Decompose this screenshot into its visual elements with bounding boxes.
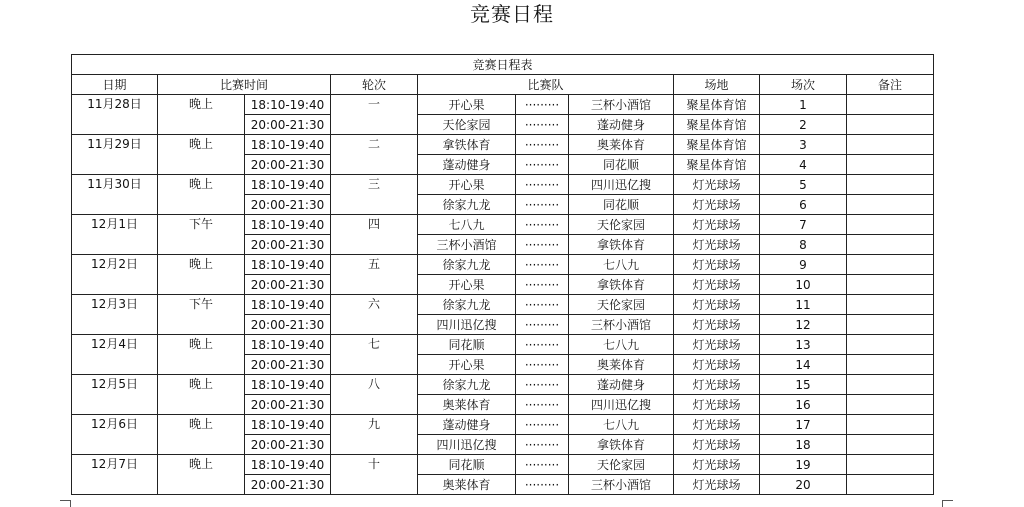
note-cell bbox=[847, 395, 934, 415]
team2-cell: 七八九 bbox=[569, 335, 674, 355]
vs-separator: ········· bbox=[516, 275, 569, 295]
period-cell: 晚上 bbox=[158, 415, 245, 455]
period-cell: 晚上 bbox=[158, 95, 245, 135]
vs-separator: ········· bbox=[516, 355, 569, 375]
team1-cell: 三杯小酒馆 bbox=[418, 235, 516, 255]
vs-separator: ········· bbox=[516, 295, 569, 315]
venue-cell: 灯光球场 bbox=[674, 375, 760, 395]
header-time: 比赛时间 bbox=[158, 75, 331, 95]
round-cell: 七 bbox=[331, 335, 418, 375]
date-cell: 12月4日 bbox=[72, 335, 158, 375]
team2-cell: 四川迅亿搜 bbox=[569, 395, 674, 415]
team1-cell: 四川迅亿搜 bbox=[418, 435, 516, 455]
venue-cell: 灯光球场 bbox=[674, 195, 760, 215]
vs-separator: ········· bbox=[516, 135, 569, 155]
table-row bbox=[72, 335, 934, 355]
round-cell: 五 bbox=[331, 255, 418, 295]
time-cell: 18:10-19:40 bbox=[245, 455, 331, 475]
team1-cell: 徐家九龙 bbox=[418, 255, 516, 275]
header-date: 日期 bbox=[72, 75, 158, 95]
venue-cell: 聚星体育馆 bbox=[674, 155, 760, 175]
team2-cell: 拿铁体育 bbox=[569, 275, 674, 295]
team1-cell: 奥莱体育 bbox=[418, 395, 516, 415]
round-cell: 十 bbox=[331, 455, 418, 495]
time-cell: 20:00-21:30 bbox=[245, 235, 331, 255]
date-cell: 12月2日 bbox=[72, 255, 158, 295]
note-cell bbox=[847, 175, 934, 195]
round-cell: 八 bbox=[331, 375, 418, 415]
game-number-cell: 12 bbox=[760, 315, 847, 335]
table-row bbox=[72, 215, 934, 235]
vs-separator: ········· bbox=[516, 395, 569, 415]
date-cell: 12月3日 bbox=[72, 295, 158, 335]
note-cell bbox=[847, 275, 934, 295]
date-cell: 11月29日 bbox=[72, 135, 158, 175]
time-cell: 18:10-19:40 bbox=[245, 95, 331, 115]
game-number-cell: 16 bbox=[760, 395, 847, 415]
time-cell: 20:00-21:30 bbox=[245, 395, 331, 415]
note-cell bbox=[847, 215, 934, 235]
vs-separator: ········· bbox=[516, 475, 569, 495]
round-cell: 四 bbox=[331, 215, 418, 255]
header-teams: 比赛队 bbox=[418, 75, 674, 95]
game-number-cell: 9 bbox=[760, 255, 847, 275]
game-number-cell: 20 bbox=[760, 475, 847, 495]
venue-cell: 灯光球场 bbox=[674, 275, 760, 295]
page-corner-mark bbox=[60, 500, 71, 507]
date-cell: 11月30日 bbox=[72, 175, 158, 215]
note-cell bbox=[847, 415, 934, 435]
team2-cell: 三杯小酒馆 bbox=[569, 315, 674, 335]
game-number-cell: 13 bbox=[760, 335, 847, 355]
table-row bbox=[72, 455, 934, 475]
vs-separator: ········· bbox=[516, 335, 569, 355]
header-row bbox=[72, 75, 934, 95]
period-cell: 下午 bbox=[158, 295, 245, 335]
vs-separator: ········· bbox=[516, 175, 569, 195]
time-cell: 18:10-19:40 bbox=[245, 175, 331, 195]
team1-cell: 开心果 bbox=[418, 175, 516, 195]
period-cell: 晚上 bbox=[158, 335, 245, 375]
time-cell: 20:00-21:30 bbox=[245, 155, 331, 175]
venue-cell: 灯光球场 bbox=[674, 335, 760, 355]
table-row bbox=[72, 175, 934, 195]
game-number-cell: 19 bbox=[760, 455, 847, 475]
note-cell bbox=[847, 255, 934, 275]
header-game-number: 场次 bbox=[760, 75, 847, 95]
team1-cell: 徐家九龙 bbox=[418, 195, 516, 215]
team1-cell: 徐家九龙 bbox=[418, 295, 516, 315]
team2-cell: 拿铁体育 bbox=[569, 235, 674, 255]
note-cell bbox=[847, 295, 934, 315]
date-cell: 12月6日 bbox=[72, 415, 158, 455]
vs-separator: ········· bbox=[516, 415, 569, 435]
team2-cell: 七八九 bbox=[569, 415, 674, 435]
vs-separator: ········· bbox=[516, 95, 569, 115]
game-number-cell: 15 bbox=[760, 375, 847, 395]
team2-cell: 蓬动健身 bbox=[569, 115, 674, 135]
vs-separator: ········· bbox=[516, 375, 569, 395]
game-number-cell: 1 bbox=[760, 95, 847, 115]
table-row bbox=[72, 135, 934, 155]
date-cell: 12月1日 bbox=[72, 215, 158, 255]
time-cell: 18:10-19:40 bbox=[245, 255, 331, 275]
time-cell: 20:00-21:30 bbox=[245, 195, 331, 215]
table-row bbox=[72, 295, 934, 315]
page-corner-mark bbox=[942, 500, 953, 507]
game-number-cell: 5 bbox=[760, 175, 847, 195]
header-venue: 场地 bbox=[674, 75, 760, 95]
venue-cell: 灯光球场 bbox=[674, 475, 760, 495]
team2-cell: 同花顺 bbox=[569, 195, 674, 215]
team2-cell: 天伦家园 bbox=[569, 295, 674, 315]
game-number-cell: 3 bbox=[760, 135, 847, 155]
team2-cell: 拿铁体育 bbox=[569, 435, 674, 455]
caption-row bbox=[72, 55, 934, 75]
vs-separator: ········· bbox=[516, 155, 569, 175]
venue-cell: 灯光球场 bbox=[674, 175, 760, 195]
note-cell bbox=[847, 475, 934, 495]
team1-cell: 蓬动健身 bbox=[418, 415, 516, 435]
venue-cell: 聚星体育馆 bbox=[674, 135, 760, 155]
venue-cell: 灯光球场 bbox=[674, 415, 760, 435]
venue-cell: 灯光球场 bbox=[674, 255, 760, 275]
table-caption: 竞赛日程表 bbox=[72, 55, 934, 75]
round-cell: 二 bbox=[331, 135, 418, 175]
venue-cell: 灯光球场 bbox=[674, 455, 760, 475]
vs-separator: ········· bbox=[516, 195, 569, 215]
team2-cell: 同花顺 bbox=[569, 155, 674, 175]
period-cell: 晚上 bbox=[158, 175, 245, 215]
period-cell: 晚上 bbox=[158, 255, 245, 295]
period-cell: 晚上 bbox=[158, 375, 245, 415]
team2-cell: 蓬动健身 bbox=[569, 375, 674, 395]
note-cell bbox=[847, 235, 934, 255]
team1-cell: 开心果 bbox=[418, 275, 516, 295]
game-number-cell: 14 bbox=[760, 355, 847, 375]
table-row bbox=[72, 415, 934, 435]
time-cell: 20:00-21:30 bbox=[245, 435, 331, 455]
team1-cell: 四川迅亿搜 bbox=[418, 315, 516, 335]
round-cell: 九 bbox=[331, 415, 418, 455]
time-cell: 18:10-19:40 bbox=[245, 295, 331, 315]
time-cell: 18:10-19:40 bbox=[245, 415, 331, 435]
vs-separator: ········· bbox=[516, 255, 569, 275]
schedule-table bbox=[71, 54, 934, 495]
period-cell: 晚上 bbox=[158, 455, 245, 495]
team2-cell: 奥莱体育 bbox=[569, 355, 674, 375]
team1-cell: 同花顺 bbox=[418, 335, 516, 355]
venue-cell: 灯光球场 bbox=[674, 235, 760, 255]
team1-cell: 七八九 bbox=[418, 215, 516, 235]
time-cell: 20:00-21:30 bbox=[245, 115, 331, 135]
time-cell: 18:10-19:40 bbox=[245, 375, 331, 395]
game-number-cell: 2 bbox=[760, 115, 847, 135]
vs-separator: ········· bbox=[516, 215, 569, 235]
note-cell bbox=[847, 335, 934, 355]
team1-cell: 拿铁体育 bbox=[418, 135, 516, 155]
team2-cell: 七八九 bbox=[569, 255, 674, 275]
schedule-body bbox=[72, 55, 934, 495]
round-cell: 六 bbox=[331, 295, 418, 335]
game-number-cell: 6 bbox=[760, 195, 847, 215]
game-number-cell: 7 bbox=[760, 215, 847, 235]
venue-cell: 灯光球场 bbox=[674, 215, 760, 235]
note-cell bbox=[847, 435, 934, 455]
team2-cell: 三杯小酒馆 bbox=[569, 475, 674, 495]
time-cell: 20:00-21:30 bbox=[245, 475, 331, 495]
game-number-cell: 18 bbox=[760, 435, 847, 455]
date-cell: 12月5日 bbox=[72, 375, 158, 415]
vs-separator: ········· bbox=[516, 235, 569, 255]
table-row bbox=[72, 255, 934, 275]
venue-cell: 聚星体育馆 bbox=[674, 95, 760, 115]
team1-cell: 开心果 bbox=[418, 95, 516, 115]
time-cell: 20:00-21:30 bbox=[245, 355, 331, 375]
note-cell bbox=[847, 355, 934, 375]
team1-cell: 开心果 bbox=[418, 355, 516, 375]
team2-cell: 三杯小酒馆 bbox=[569, 95, 674, 115]
period-cell: 晚上 bbox=[158, 135, 245, 175]
document-title: 竞赛日程 bbox=[470, 2, 554, 26]
venue-cell: 灯光球场 bbox=[674, 295, 760, 315]
team2-cell: 天伦家园 bbox=[569, 455, 674, 475]
note-cell bbox=[847, 115, 934, 135]
team2-cell: 奥莱体育 bbox=[569, 135, 674, 155]
time-cell: 20:00-21:30 bbox=[245, 275, 331, 295]
header-notes: 备注 bbox=[847, 75, 934, 95]
round-cell: 三 bbox=[331, 175, 418, 215]
game-number-cell: 4 bbox=[760, 155, 847, 175]
table-row bbox=[72, 375, 934, 395]
note-cell bbox=[847, 155, 934, 175]
vs-separator: ········· bbox=[516, 315, 569, 335]
team2-cell: 四川迅亿搜 bbox=[569, 175, 674, 195]
team1-cell: 奥莱体育 bbox=[418, 475, 516, 495]
team1-cell: 同花顺 bbox=[418, 455, 516, 475]
game-number-cell: 8 bbox=[760, 235, 847, 255]
round-cell: 一 bbox=[331, 95, 418, 135]
time-cell: 20:00-21:30 bbox=[245, 315, 331, 335]
note-cell bbox=[847, 315, 934, 335]
header-round: 轮次 bbox=[331, 75, 418, 95]
table-row bbox=[72, 95, 934, 115]
venue-cell: 灯光球场 bbox=[674, 395, 760, 415]
time-cell: 18:10-19:40 bbox=[245, 335, 331, 355]
venue-cell: 灯光球场 bbox=[674, 355, 760, 375]
note-cell bbox=[847, 135, 934, 155]
date-cell: 11月28日 bbox=[72, 95, 158, 135]
game-number-cell: 17 bbox=[760, 415, 847, 435]
vs-separator: ········· bbox=[516, 455, 569, 475]
note-cell bbox=[847, 195, 934, 215]
game-number-cell: 10 bbox=[760, 275, 847, 295]
venue-cell: 灯光球场 bbox=[674, 315, 760, 335]
team1-cell: 天伦家园 bbox=[418, 115, 516, 135]
venue-cell: 聚星体育馆 bbox=[674, 115, 760, 135]
team1-cell: 蓬动健身 bbox=[418, 155, 516, 175]
time-cell: 18:10-19:40 bbox=[245, 215, 331, 235]
period-cell: 下午 bbox=[158, 215, 245, 255]
date-cell: 12月7日 bbox=[72, 455, 158, 495]
time-cell: 18:10-19:40 bbox=[245, 135, 331, 155]
note-cell bbox=[847, 455, 934, 475]
note-cell bbox=[847, 375, 934, 395]
venue-cell: 灯光球场 bbox=[674, 435, 760, 455]
team2-cell: 天伦家园 bbox=[569, 215, 674, 235]
vs-separator: ········· bbox=[516, 115, 569, 135]
team1-cell: 徐家九龙 bbox=[418, 375, 516, 395]
game-number-cell: 11 bbox=[760, 295, 847, 315]
vs-separator: ········· bbox=[516, 435, 569, 455]
note-cell bbox=[847, 95, 934, 115]
